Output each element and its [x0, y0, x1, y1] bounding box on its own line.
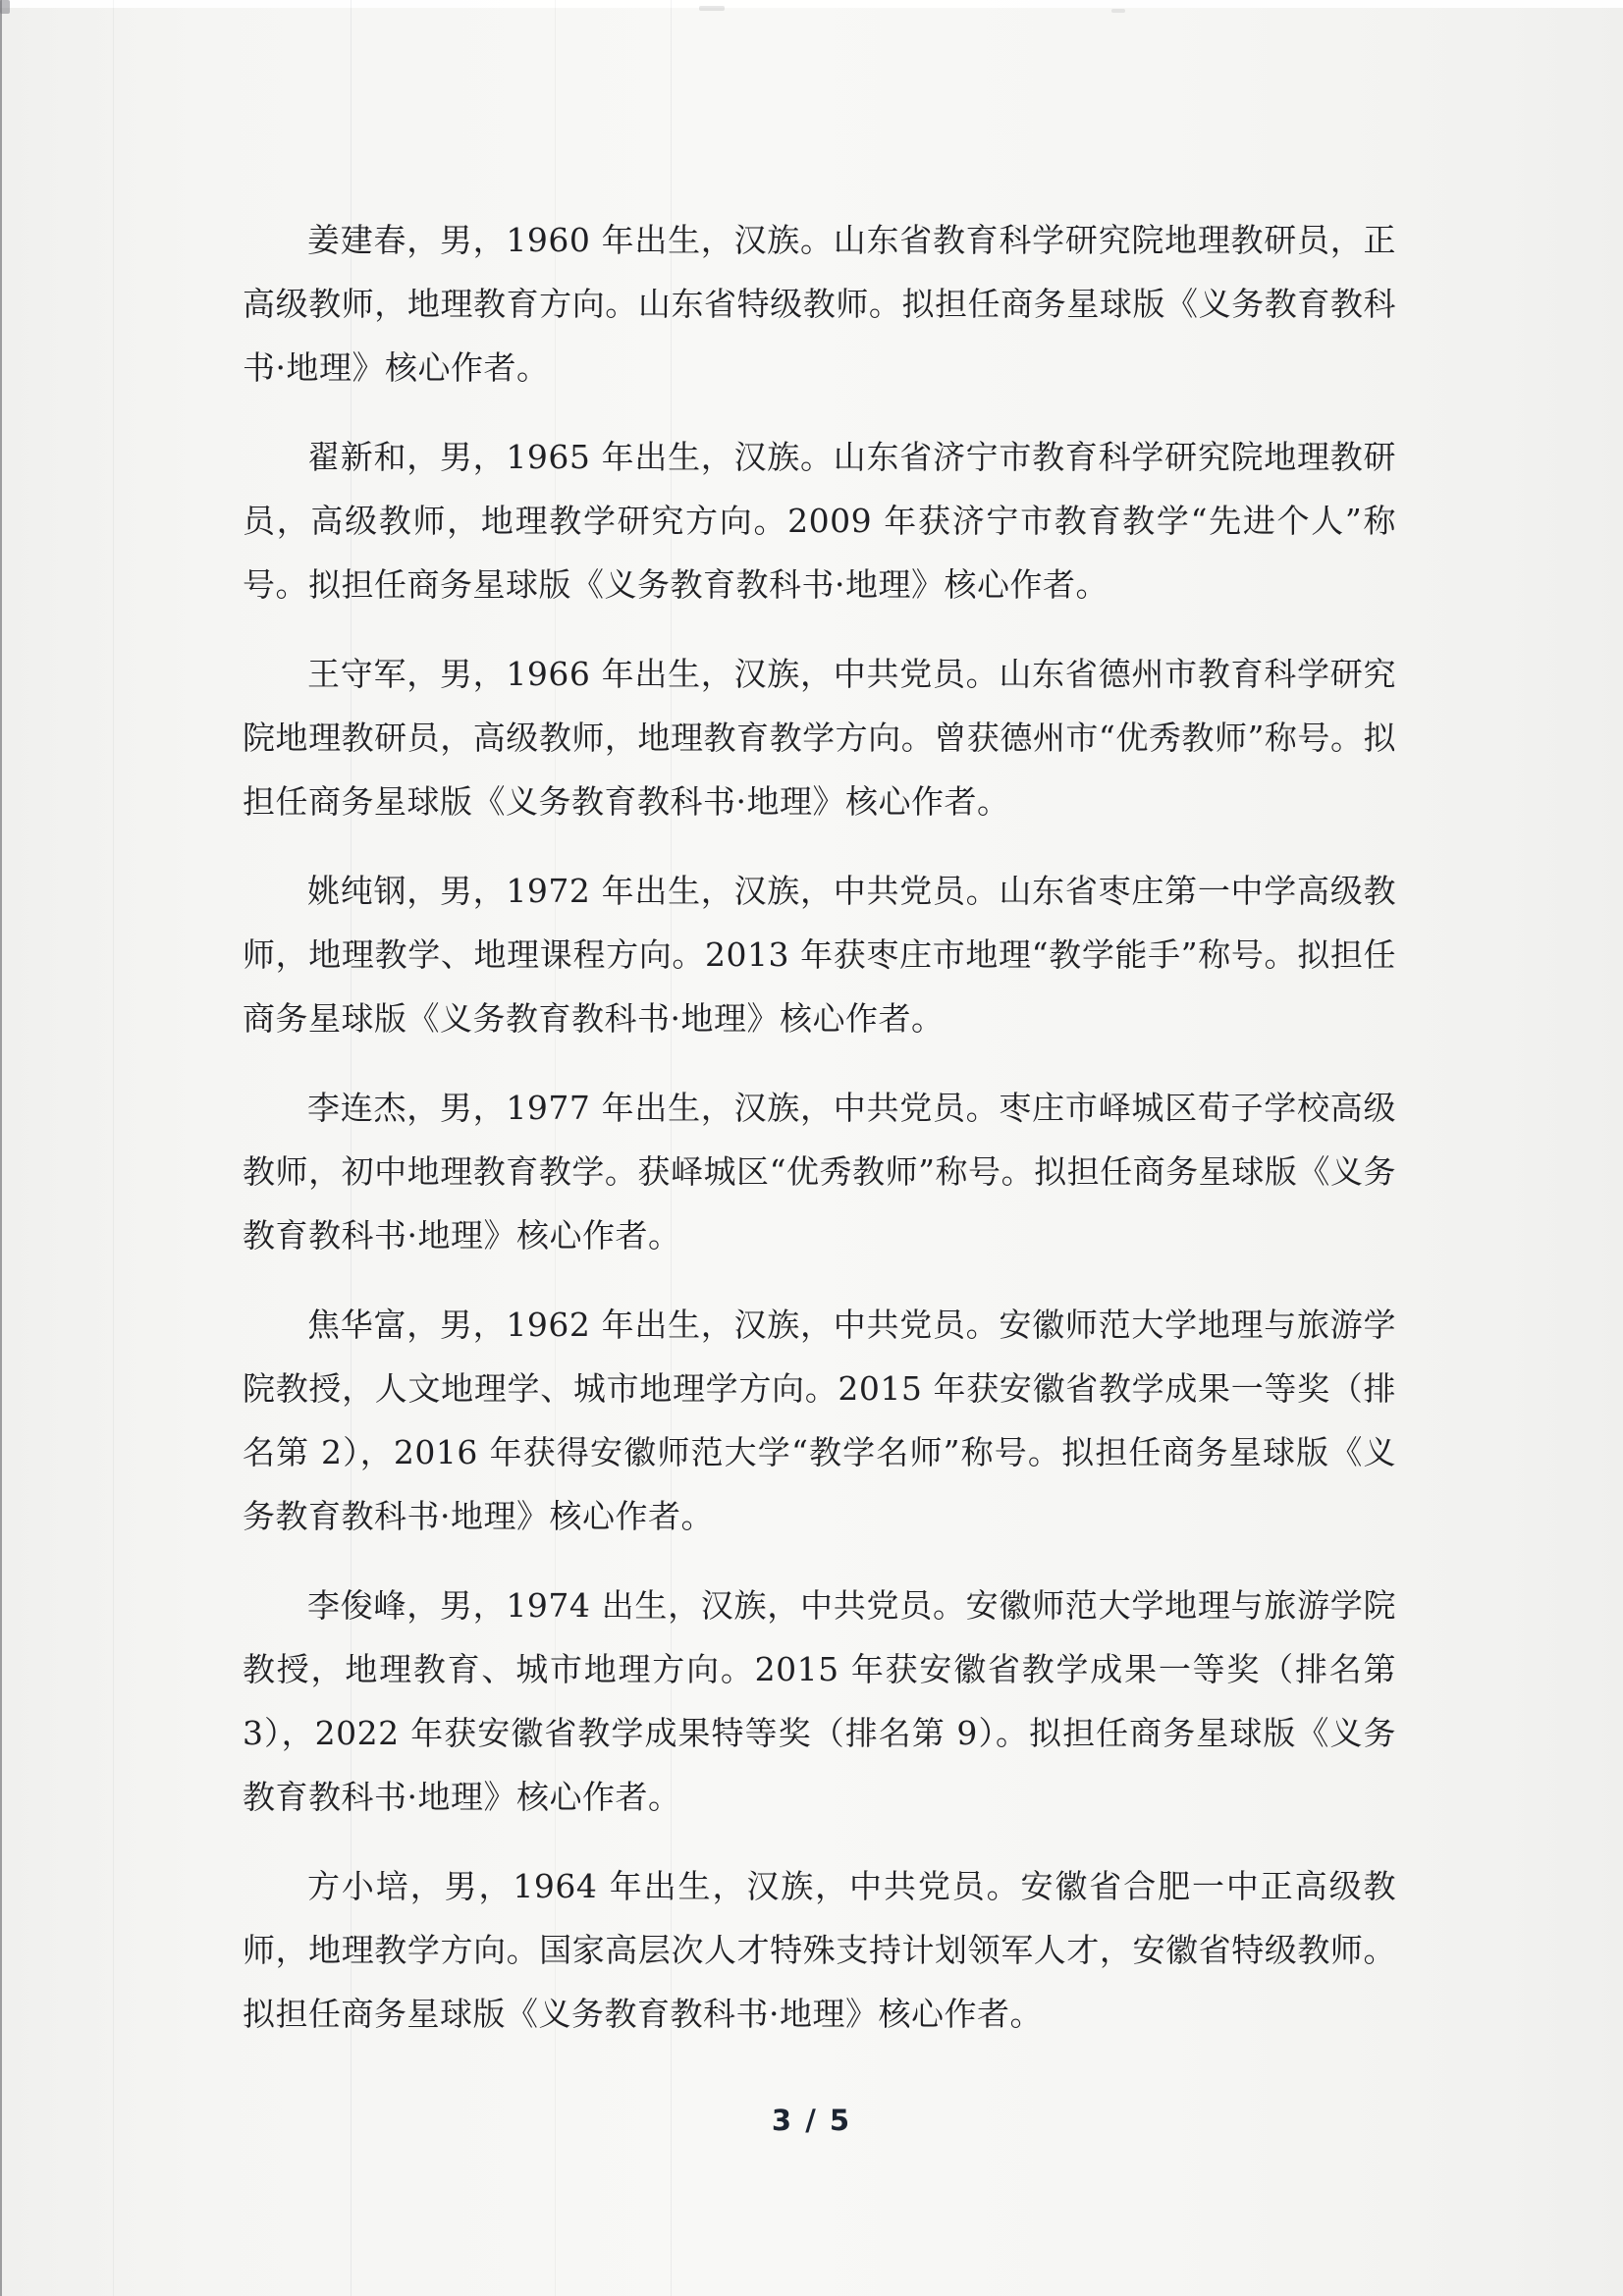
page-number: 3 / 5: [771, 2104, 852, 2137]
scan-streak: [113, 0, 114, 2296]
document-body: [243, 208, 1396, 2071]
scan-speck: [1111, 9, 1125, 13]
bio-paragraph-5: 李连杰，男，1977 年出生，汉族，中共党员。枣庄市峄城区荀子学校高级教师，初中地理教育教学。获峄城区“优秀教师”称号。拟担任商务星球版《义务教育教科书·地理》核心作者。: [243, 1089, 1396, 1255]
bio-paragraph-8: 方小培，男，1964 年出生，汉族，中共党员。安徽省合肥一中正高级教师，地理教学方向。国家高层次人才特殊支持计划领军人才，安徽省特级教师。拟担任商务星球版《义务教育教科书·地理》核心作者。: [243, 1867, 1396, 2033]
bio-paragraph-4: 姚纯钢，男，1972 年出生，汉族，中共党员。山东省枣庄第一中学高级教师，地理教学、地理课程方向。2013 年获枣庄市地理“教学能手”称号。拟担任商务星球版《义务教育教科书·地理》核心作者。: [243, 872, 1396, 1038]
scan-speck: [0, 0, 10, 14]
bio-paragraph-7: 李俊峰，男，1974 出生，汉族，中共党员。安徽师范大学地理与旅游学院教授，地理教育、城市地理方向。2015 年获安徽省教学成果一等奖（排名第 3），2022 年获安徽省教学成果特等奖（排名第 9）。拟担任商务星球版《义务教育教科书·地理》核心作者。: [243, 1586, 1396, 1816]
bio-paragraph-1: 姜建春，男，1960 年出生，汉族。山东省教育科学研究院地理教研员，正高级教师，地理教育方向。山东省特级教师。拟担任商务星球版《义务教育教科书·地理》核心作者。: [243, 221, 1396, 387]
scan-speck: [699, 6, 725, 11]
bio-paragraph-2: 翟新和，男，1965 年出生，汉族。山东省济宁市教育科学研究院地理教研员，高级教师，地理教学研究方向。2009 年获济宁市教育教学“先进个人”称号。拟担任商务星球版《义务教育教科书·地理》核心作者。: [243, 438, 1396, 604]
scan-left-edge-shadow: [0, 0, 2, 2296]
bio-paragraph-6: 焦华富，男，1962 年出生，汉族，中共党员。安徽师范大学地理与旅游学院教授，人文地理学、城市地理学方向。2015 年获安徽省教学成果一等奖（排名第 2），2016 年获得安徽师范大学“教学名师”称号。拟担任商务星球版《义务教育教科书·地理》核心作者。: [243, 1306, 1396, 1535]
scan-top-light-band: [0, 0, 1623, 8]
bio-paragraph-3: 王守军，男，1966 年出生，汉族，中共党员。山东省德州市教育科学研究院地理教研员，高级教师，地理教育教学方向。曾获德州市“优秀教师”称号。拟担任商务星球版《义务教育教科书·地理》核心作者。: [243, 655, 1396, 821]
